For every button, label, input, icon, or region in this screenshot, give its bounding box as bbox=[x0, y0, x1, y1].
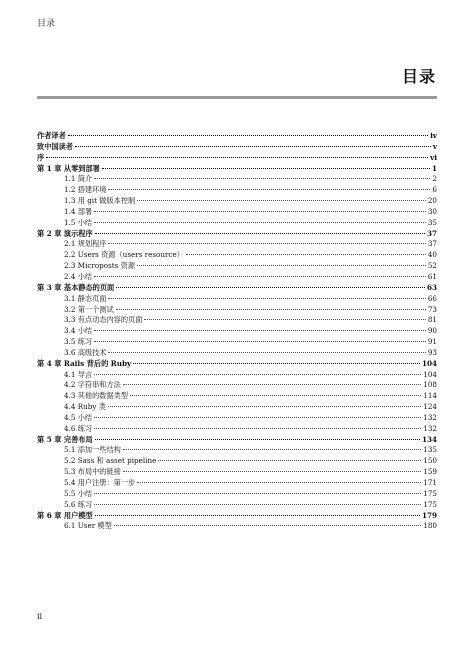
toc-entry-section[interactable] bbox=[37, 261, 437, 272]
toc-entry-label: 第 2 章 演示程序 bbox=[37, 228, 93, 238]
toc-entry-page: 179 bbox=[421, 510, 437, 520]
toc-entry-page: 73 bbox=[427, 304, 437, 314]
toc-entry-label: 3.2 第一个测试 bbox=[64, 304, 114, 314]
toc-entry-section[interactable] bbox=[37, 250, 437, 261]
toc-entry-section[interactable] bbox=[37, 456, 437, 467]
toc-entry-section[interactable] bbox=[37, 467, 437, 478]
toc-entry-page: 63 bbox=[426, 282, 437, 292]
dot-leader bbox=[123, 449, 421, 450]
toc-entry-label: 4.6 练习 bbox=[64, 423, 93, 433]
dot-leader bbox=[108, 189, 430, 190]
toc-entry-chapter[interactable] bbox=[37, 229, 437, 240]
toc-entry-label: 4.4 Ruby 类 bbox=[64, 402, 106, 412]
toc-entry-chapter[interactable] bbox=[37, 153, 437, 164]
dot-leader bbox=[46, 157, 428, 158]
dot-leader bbox=[94, 374, 421, 375]
toc-entry-label: 第 6 章 用户模型 bbox=[37, 510, 93, 520]
dot-leader bbox=[68, 135, 428, 136]
dot-leader bbox=[94, 178, 430, 179]
dot-leader bbox=[137, 482, 421, 483]
toc-entry-section[interactable] bbox=[37, 370, 437, 381]
toc-entry-section[interactable] bbox=[37, 413, 437, 424]
dot-leader bbox=[108, 298, 425, 299]
toc-entry-section[interactable] bbox=[37, 337, 437, 348]
toc-entry-page: 150 bbox=[423, 456, 437, 466]
toc-entry-page: 93 bbox=[427, 347, 437, 357]
toc-entry-label: 作者译者 bbox=[37, 131, 66, 140]
toc-entry-chapter[interactable] bbox=[37, 142, 437, 153]
toc-entry-section[interactable] bbox=[37, 380, 437, 391]
toc-entry-section[interactable] bbox=[37, 521, 437, 532]
toc-entry-section[interactable] bbox=[37, 402, 437, 413]
toc-entry-label: 第 1 章 从零到部署 bbox=[37, 163, 100, 173]
table-of-contents bbox=[37, 131, 437, 532]
toc-entry-section[interactable] bbox=[37, 315, 437, 326]
toc-entry-section[interactable] bbox=[37, 326, 437, 337]
dot-leader bbox=[94, 341, 426, 342]
toc-entry-label: 2.3 Microposts 资源 bbox=[64, 261, 136, 271]
toc-entry-section[interactable] bbox=[37, 239, 437, 250]
toc-entry-section[interactable] bbox=[37, 185, 437, 196]
title-divider bbox=[37, 96, 437, 99]
dot-leader bbox=[94, 330, 426, 331]
toc-entry-label: 4.1 导言 bbox=[64, 369, 93, 379]
toc-entry-section[interactable] bbox=[37, 391, 437, 402]
toc-entry-page: 104 bbox=[421, 358, 437, 368]
toc-entry-page: 81 bbox=[427, 315, 437, 325]
toc-entry-label: 5.1 添加一些结构 bbox=[64, 445, 121, 455]
toc-entry-page: 104 bbox=[423, 369, 437, 379]
dot-leader bbox=[108, 352, 425, 353]
dot-leader bbox=[95, 233, 425, 234]
toc-entry-page: 40 bbox=[427, 250, 437, 260]
toc-entry-label: 5.2 Sass 和 asset pipeline bbox=[64, 456, 157, 466]
toc-entry-page: 37 bbox=[427, 239, 437, 249]
toc-entry-page: 61 bbox=[427, 271, 437, 281]
toc-entry-label: 1.1 简介 bbox=[64, 174, 93, 184]
toc-entry-label: 3.1 静态页面 bbox=[64, 293, 107, 303]
toc-entry-section[interactable] bbox=[37, 500, 437, 511]
toc-entry-label: 3.6 高级技术 bbox=[64, 347, 107, 357]
toc-entry-chapter[interactable] bbox=[37, 164, 437, 175]
toc-entry-page: 90 bbox=[427, 326, 437, 336]
toc-entry-page: 135 bbox=[423, 445, 437, 455]
dot-leader bbox=[94, 428, 421, 429]
toc-entry-section[interactable] bbox=[37, 489, 437, 500]
toc-entry-page: 91 bbox=[427, 337, 437, 347]
toc-entry-label: 3.5 练习 bbox=[64, 337, 93, 347]
toc-entry-page: 175 bbox=[423, 499, 437, 509]
toc-entry-label: 1.2 搭建环境 bbox=[64, 185, 107, 195]
dot-leader bbox=[108, 406, 421, 407]
toc-entry-label: 4.3 其他的数据类型 bbox=[64, 391, 129, 401]
toc-entry-label: 5.6 练习 bbox=[64, 499, 93, 509]
toc-entry-label: 4.2 字符串和方法 bbox=[64, 380, 121, 390]
toc-entry-chapter[interactable] bbox=[37, 283, 437, 294]
toc-entry-label: 1.3 用 git 做版本控制 bbox=[64, 196, 136, 206]
toc-entry-page: 159 bbox=[423, 467, 437, 477]
running-header: 目录 bbox=[37, 19, 56, 29]
toc-entry-page: 1 bbox=[431, 163, 437, 173]
dot-leader bbox=[108, 243, 425, 244]
toc-entry-label: 3.4 小结 bbox=[64, 326, 93, 336]
dot-leader bbox=[130, 395, 421, 396]
dot-leader bbox=[116, 309, 426, 310]
toc-entry-page: 175 bbox=[423, 488, 437, 498]
toc-entry-section[interactable] bbox=[37, 207, 437, 218]
toc-entry-section[interactable] bbox=[37, 174, 437, 185]
toc-entry-label: 2.1 规划程序 bbox=[64, 239, 107, 249]
toc-entry-label: 2.4 小结 bbox=[64, 271, 93, 281]
dot-leader bbox=[123, 471, 421, 472]
toc-entry-page: 37 bbox=[426, 228, 437, 238]
dot-leader bbox=[123, 384, 421, 385]
dot-leader bbox=[144, 319, 425, 320]
toc-entry-page: 2 bbox=[432, 174, 437, 184]
toc-entry-label: 致中国读者 bbox=[37, 141, 73, 151]
toc-entry-section[interactable] bbox=[37, 272, 437, 283]
toc-entry-label: 3.3 有点动态内容的页面 bbox=[64, 315, 143, 325]
toc-entry-section[interactable] bbox=[37, 305, 437, 316]
toc-entry-section[interactable] bbox=[37, 478, 437, 489]
toc-entry-page: 114 bbox=[423, 391, 437, 401]
dot-leader bbox=[116, 287, 425, 288]
toc-entry-label: 5.3 布局中的链接 bbox=[64, 467, 121, 477]
toc-entry-section[interactable] bbox=[37, 348, 437, 359]
toc-entry-label: 第 4 章 Rails 背后的 Ruby bbox=[37, 358, 132, 368]
toc-entry-chapter[interactable] bbox=[37, 435, 437, 446]
toc-entry-section[interactable] bbox=[37, 294, 437, 305]
dot-leader bbox=[133, 363, 420, 364]
page-title: 目录 bbox=[401, 67, 436, 86]
dot-leader bbox=[95, 439, 420, 440]
toc-entry-label: 序 bbox=[37, 152, 45, 162]
page-number: ii bbox=[37, 612, 43, 621]
dot-leader bbox=[158, 460, 421, 461]
toc-entry-page: 108 bbox=[423, 380, 437, 390]
dot-leader bbox=[94, 222, 426, 223]
toc-entry-page: 171 bbox=[423, 478, 437, 487]
toc-entry-page: 52 bbox=[427, 261, 437, 271]
toc-entry-page: iv bbox=[430, 131, 437, 140]
toc-entry-page: vi bbox=[430, 152, 437, 162]
toc-entry-label: 4.5 小结 bbox=[64, 412, 93, 422]
toc-entry-page: 35 bbox=[427, 217, 437, 227]
dot-leader bbox=[114, 525, 421, 526]
toc-entry-page: 30 bbox=[427, 206, 437, 216]
toc-entry-page: 66 bbox=[427, 293, 437, 303]
toc-entry-section[interactable] bbox=[37, 424, 437, 435]
toc-entry-label: 1.5 小结 bbox=[64, 217, 93, 227]
dot-leader bbox=[94, 493, 421, 494]
toc-entry-section[interactable] bbox=[37, 218, 437, 229]
toc-entry-page: 132 bbox=[423, 423, 437, 433]
toc-entry-page: 124 bbox=[423, 402, 437, 412]
toc-entry-label: 2.2 Users 资源（users resource） bbox=[64, 250, 184, 260]
dot-leader bbox=[94, 276, 426, 277]
dot-leader bbox=[102, 168, 430, 169]
toc-entry-chapter[interactable] bbox=[37, 359, 437, 370]
toc-entry-label: 6.1 User 模型 bbox=[64, 521, 112, 531]
toc-entry-page: 132 bbox=[423, 412, 437, 422]
toc-entry-label: 1.4 部署 bbox=[64, 206, 93, 216]
dot-leader bbox=[186, 254, 426, 255]
dot-leader bbox=[137, 200, 426, 201]
dot-leader bbox=[94, 504, 421, 505]
dot-leader bbox=[95, 515, 420, 516]
toc-entry-chapter[interactable] bbox=[37, 131, 437, 142]
toc-entry-section[interactable] bbox=[37, 445, 437, 456]
toc-entry-label: 第 3 章 基本静态的页面 bbox=[37, 282, 115, 292]
toc-entry-chapter[interactable] bbox=[37, 511, 437, 522]
dot-leader bbox=[94, 211, 426, 212]
toc-entry-section[interactable] bbox=[37, 196, 437, 207]
toc-entry-label: 5.5 小结 bbox=[64, 488, 93, 498]
toc-entry-label: 5.4 用户注册：第一步 bbox=[64, 478, 136, 487]
toc-entry-page: v bbox=[432, 141, 437, 151]
dot-leader bbox=[94, 417, 421, 418]
toc-entry-page: 134 bbox=[421, 434, 437, 444]
toc-entry-page: 180 bbox=[423, 521, 437, 531]
dot-leader bbox=[137, 265, 426, 266]
toc-entry-page: 20 bbox=[427, 196, 437, 206]
toc-entry-page: 6 bbox=[432, 185, 437, 195]
toc-entry-label: 第 5 章 完善布局 bbox=[37, 434, 93, 444]
dot-leader bbox=[75, 146, 431, 147]
